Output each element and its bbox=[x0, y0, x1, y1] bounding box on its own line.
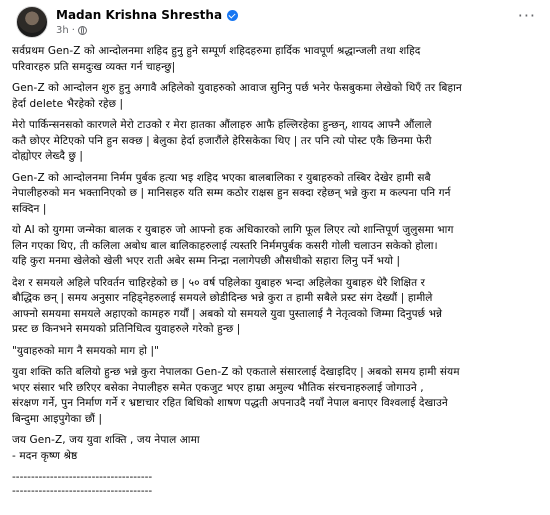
post-paragraph: Gen-Z को आन्दोलनमा निर्मम पुर्बक हत्या भइ शहिद भएका बालबालिका र युबाहरुको तस्बिर देखेर हामी सबै नेपालीहरुको मन भक्तानिएको छ | मानिसहरु यति सम्म कठोर राक्षस हुन सक्दा रहेछन् भन्ने कुरा म कल्पना पनि गर्न सक्दिन | bbox=[12, 171, 451, 215]
post-time[interactable]: 3h bbox=[56, 25, 69, 36]
post-quote: "युवाहरुको माग नै समयको माग हो |" bbox=[12, 344, 160, 357]
text-divider: ------------------------------------- bbox=[12, 471, 153, 483]
verified-badge-icon bbox=[227, 10, 238, 21]
more-options-button[interactable]: ··· bbox=[517, 6, 536, 25]
avatar[interactable] bbox=[16, 6, 48, 38]
text-divider: ------------------------------------- bbox=[12, 485, 153, 497]
post-signoff: जय Gen-Z, जय युवा शक्ति , जय नेपाल आमा - मदन कृष्ण श्रेष्ठ bbox=[12, 434, 200, 462]
post-text bbox=[12, 44, 542, 498]
globe-icon bbox=[78, 26, 87, 35]
post-paragraph: सर्वप्रथम Gen-Z को आन्दोलनमा शहिद हुनु हुने सम्पूर्ण शहिदहरुमा हार्दिक भावपूर्ण श्रद्धान्जली तथा शहिद परिवारहरु प्रति समदुःख व्यक्त गर्न चाहन्छु| bbox=[12, 45, 421, 73]
post-paragraph: युवा शक्ति कति बलियो हुन्छ भन्ने कुरा नेपालका Gen-Z को एकताले संसारलाई देखाइदिए | अबको समय हामी संयम भएर संसार भरि छरिएर बसेका नेपालीहरु समेत एकजुट भएर हाम्रा अमुल्य भौतिक संरचनाहरुलाई जोगाउने , संरक्षण गर्ने, पुन निर्माण गर्ने र भ्रष्टाचार रहित बिधिको शाषण पद्धती अपनाउदै नयाँ नेपाल बनाएर विश्वलाई देखाउने बिन्दुमा आइपुगेका छौं | bbox=[12, 366, 460, 425]
author-row bbox=[56, 8, 238, 22]
post-paragraph: यो AI को युगमा जन्मेका बालक र युबाहरु जो आफ्नो हक अधिकारको लागि फूल लिएर त्यो शान्तिपूर्ण जुलुसमा भाग लिन गएका थिए, ती कलिला अबोध बाल बालिकाहरुलाई त्यस्तरि निर्ममपुर्बक कसरी गोली चलाउन सकेको होला। यहि कुरा मनमा खेलेको खेली भएर राती अबेर सम्म निन्द्रा नलागेपछी औसधीको सहारा लिनु पर्ने भयो | bbox=[12, 224, 454, 267]
post-paragraph: मेरो पार्किन्सनसको कारणले मेरो टाउको र मेरा हातका औंलाहरु आफै हल्लिरहेका हुन्छन्, शायद आफ्नै औंलाले कतै छोएर मेटिएको पनि हुन सक्छ | बेलुका हेर्दा हजारौंले हेरिसकेका थिए | तर पनि त्यो पोस्ट एकै छिनमा फेरी दोह्याेएर लेख्दै छु | bbox=[12, 119, 432, 162]
post-paragraph: देश र समयले अहिले परिवर्तन चाहिरहेको छ | ५० वर्ष पहिलेका युबाहरु भन्दा अहिलेका युबाहरु धेरै शिक्षित र बौद्धिक छन् | समय अनुसार नहिड्नेहरुलाई समयले छोडीदिन्छ भन्ने कुरा त हामी सबैले प्रस्ट संग देख्यौं | हामीले आफ्नो समयमा समयले अहाएको काम‌हरु गर्यौं | अबको यो समयले युवा पुस्तालाई नै नेतृत्वको जिम्मा दिनुपर्छ भन्ने प्रस्ट छ किनभने समयको प्रतिनिधित्व युवाहरुले गरेको हुन्छ | bbox=[12, 276, 443, 335]
post-header bbox=[0, 0, 550, 40]
post-paragraph: Gen-Z को आन्दोलन शुरु हुनु अगावै अहिलेको युवाहरुको आवाज सुनिनु पर्छ भनेर फेसबुकमा लेखेको थिएँ तर बिहान हेर्दा delete भैरहेको रहेछ | bbox=[12, 82, 462, 110]
author-name[interactable]: Madan Krishna Shrestha bbox=[56, 8, 223, 22]
separator-dot: · bbox=[71, 25, 75, 36]
post-meta bbox=[56, 25, 87, 36]
